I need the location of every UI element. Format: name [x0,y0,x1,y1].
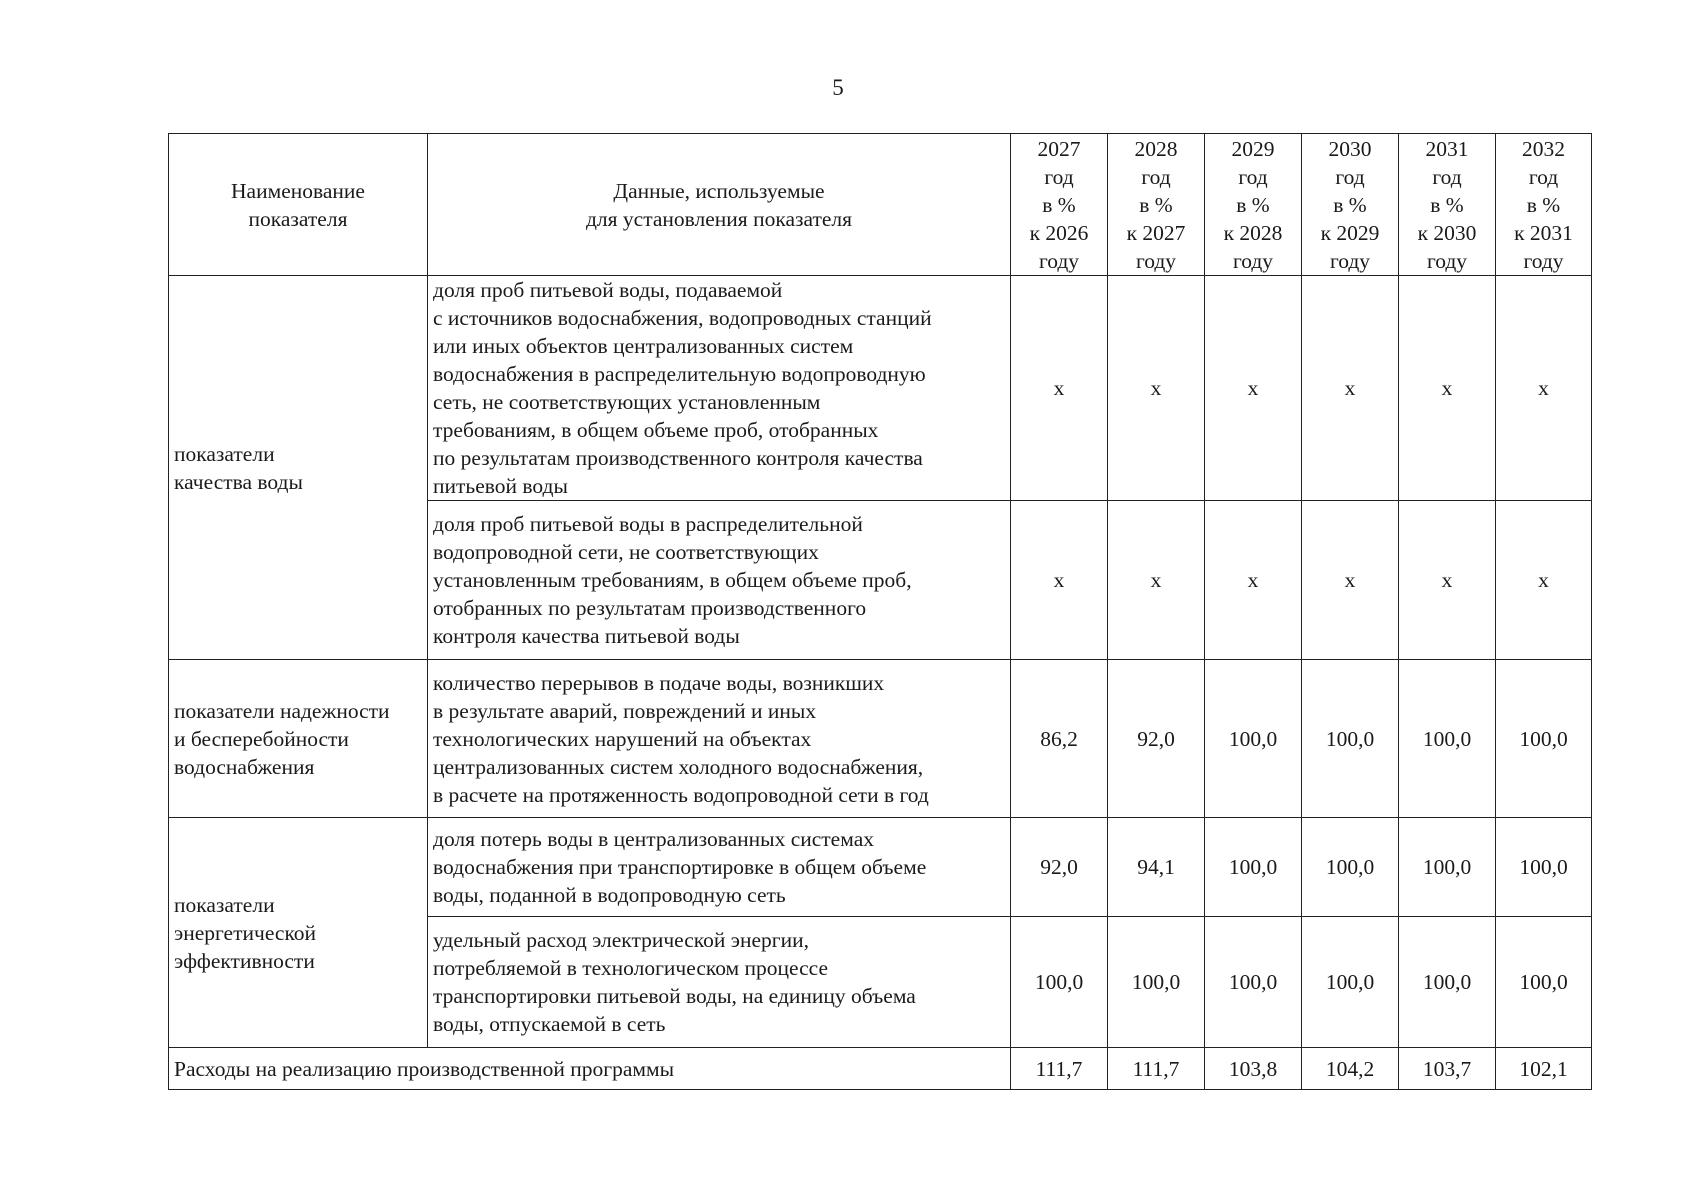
value-cell: 92,0 [1108,660,1205,818]
value-cell: 86,2 [1011,660,1108,818]
page-number: 5 [832,75,844,100]
total-value-cell: 103,7 [1399,1048,1496,1090]
table-row [169,660,1592,818]
header-indicator-name: Наименование показателя [169,134,428,276]
value-cell: х [1496,276,1592,501]
header-year-2030: 2030 год в % к 2029 году [1302,134,1399,276]
value-cell: 100,0 [1302,818,1399,917]
total-value-cell: 102,1 [1496,1048,1592,1090]
value-cell: х [1399,501,1496,660]
value-cell: х [1302,276,1399,501]
value-cell: 92,0 [1011,818,1108,917]
value-cell: 100,0 [1399,818,1496,917]
value-cell: х [1205,501,1302,660]
indicator-group-energy-efficiency: показатели энергетической эффективности [169,818,428,1048]
header-year-2029: 2029 год в % к 2028 году [1205,134,1302,276]
header-year-2032: 2032 год в % к 2031 году [1496,134,1592,276]
total-row [169,1048,1592,1090]
table-row [169,276,1592,501]
indicator-data-text: удельный расход электрической энергии, потребляемой в технологическом процессе транспортировки питьевой воды, на единицу объема воды, отпускаемой в сеть [428,917,1011,1048]
value-cell: х [1108,276,1205,501]
indicator-data-text: доля проб питьевой воды, подаваемой с источников водоснабжения, водопроводных станций или иных объектов централизованных систем водоснабжения в распределительную водопроводную сеть, не соответствующих установленным требованиям, в общем объеме проб, отобранных по результатам производственного контроля качества питьевой воды [428,276,1011,501]
table-row [169,818,1592,917]
value-cell: х [1205,276,1302,501]
value-cell: 100,0 [1108,917,1205,1048]
indicator-data-text: доля потерь воды в централизованных системах водоснабжения при транспортировке в общем объеме воды, поданной в водопроводную сеть [428,818,1011,917]
value-cell: 100,0 [1399,660,1496,818]
total-value-cell: 104,2 [1302,1048,1399,1090]
indicator-data-text: доля проб питьевой воды в распределительной водопроводной сети, не соответствующих установленным требованиям, в общем объеме проб, отобранных по результатам производственного контроля качества питьевой воды [428,501,1011,660]
value-cell: 100,0 [1205,818,1302,917]
value-cell: х [1496,501,1592,660]
total-label: Расходы на реализацию производственной программы [169,1048,1011,1090]
value-cell: х [1011,276,1108,501]
header-indicator-data: Данные, используемые для установления показателя [428,134,1011,276]
value-cell: х [1302,501,1399,660]
value-cell: 100,0 [1205,660,1302,818]
total-value-cell: 111,7 [1011,1048,1108,1090]
indicators-table [168,133,1592,1090]
header-year-2027: 2027 год в % к 2026 году [1011,134,1108,276]
value-cell: 100,0 [1302,917,1399,1048]
value-cell: 100,0 [1496,917,1592,1048]
value-cell: х [1399,276,1496,501]
value-cell: 100,0 [1496,660,1592,818]
total-value-cell: 111,7 [1108,1048,1205,1090]
value-cell: 100,0 [1399,917,1496,1048]
header-year-2028: 2028 год в % к 2027 году [1108,134,1205,276]
value-cell: 100,0 [1205,917,1302,1048]
value-cell: х [1011,501,1108,660]
indicator-group-reliability: показатели надежности и бесперебойности водоснабжения [169,660,428,818]
value-cell: 94,1 [1108,818,1205,917]
indicator-data-text: количество перерывов в подаче воды, возникших в результате аварий, повреждений и иных технологических нарушений на объектах централизованных систем холодного водоснабжения, в расчете на протяженность водопроводной сети в год [428,660,1011,818]
total-value-cell: 103,8 [1205,1048,1302,1090]
header-year-2031: 2031 год в % к 2030 году [1399,134,1496,276]
indicator-group-water-quality: показатели качества воды [169,276,428,660]
value-cell: 100,0 [1011,917,1108,1048]
value-cell: 100,0 [1496,818,1592,917]
value-cell: 100,0 [1302,660,1399,818]
table-header-row [169,134,1592,276]
value-cell: х [1108,501,1205,660]
